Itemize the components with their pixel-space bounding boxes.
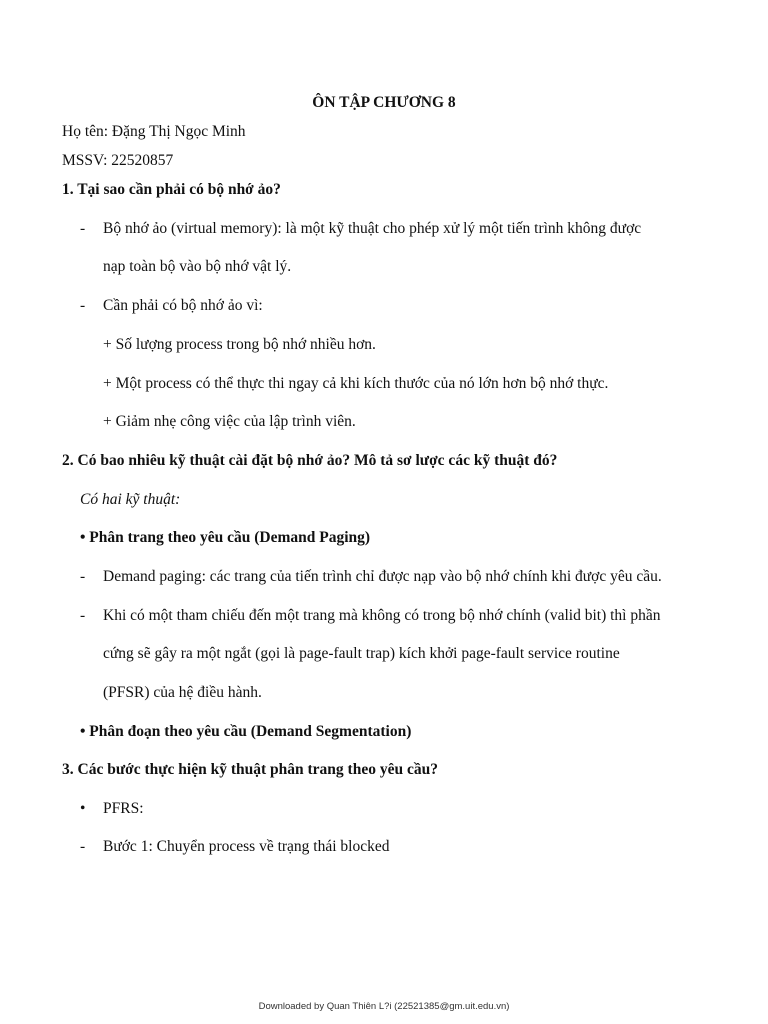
list-marker: - [80,220,86,237]
technique-demand-segmentation: • Phân đoạn theo yêu cầu (Demand Segmentation) [80,723,412,740]
list-item-line: Cần phải có bộ nhớ ảo vì: [103,297,263,314]
list-item-line: nạp toàn bộ vào bộ nhớ vật lý. [103,258,292,275]
download-footer: Downloaded by Quan Thiên L?i (22521385@gm.uit.edu.vn) [258,1001,510,1012]
list-item-line: Khi có một tham chiếu đến một trang mà không có trong bộ nhớ chính (valid bit) thì phần [103,607,661,624]
bullet-marker: • [80,800,86,817]
step-item: Bước 1: Chuyển process về trạng thái blocked [103,838,390,855]
list-marker: - [80,838,86,855]
list-item-line: Bộ nhớ ảo (virtual memory): là một kỹ thuật cho phép xử lý một tiến trình không được [103,220,642,237]
student-id: MSSV: 22520857 [62,152,174,169]
document-title: ÔN TẬP CHƯƠNG 8 [312,94,456,111]
reason-item: + Giảm nhẹ công việc của lập trình viên. [103,413,356,430]
list-item-line: Demand paging: các trang của tiến trình chỉ được nạp vào bộ nhớ chính khi được yêu cầu. [103,568,662,585]
list-item-line: (PFSR) của hệ điều hành. [103,684,262,701]
reason-item: + Số lượng process trong bộ nhớ nhiều hơn. [103,336,376,353]
technique-demand-paging: • Phân trang theo yêu cầu (Demand Paging) [80,529,371,546]
list-marker: - [80,568,86,585]
reason-item: + Một process có thể thực thi ngay cả khi kích thước của nó lớn hơn bộ nhớ thực. [103,375,609,392]
question-2-heading: 2. Có bao nhiêu kỹ thuật cài đặt bộ nhớ ảo? Mô tả sơ lược các kỹ thuật đó? [62,452,558,469]
student-name: Họ tên: Đặng Thị Ngọc Minh [62,123,246,140]
bullet-item: PFRS: [103,800,144,817]
question-1-heading: 1. Tại sao cần phải có bộ nhớ ảo? [62,181,281,198]
question-3-heading: 3. Các bước thực hiện kỹ thuật phân trang theo yêu cầu? [62,761,438,778]
question-2-intro: Có hai kỹ thuật: [80,491,181,508]
list-item-line: cứng sẽ gây ra một ngắt (gọi là page-fault trap) kích khởi page-fault service routine [103,645,620,662]
list-marker: - [80,297,86,314]
list-marker: - [80,607,86,624]
